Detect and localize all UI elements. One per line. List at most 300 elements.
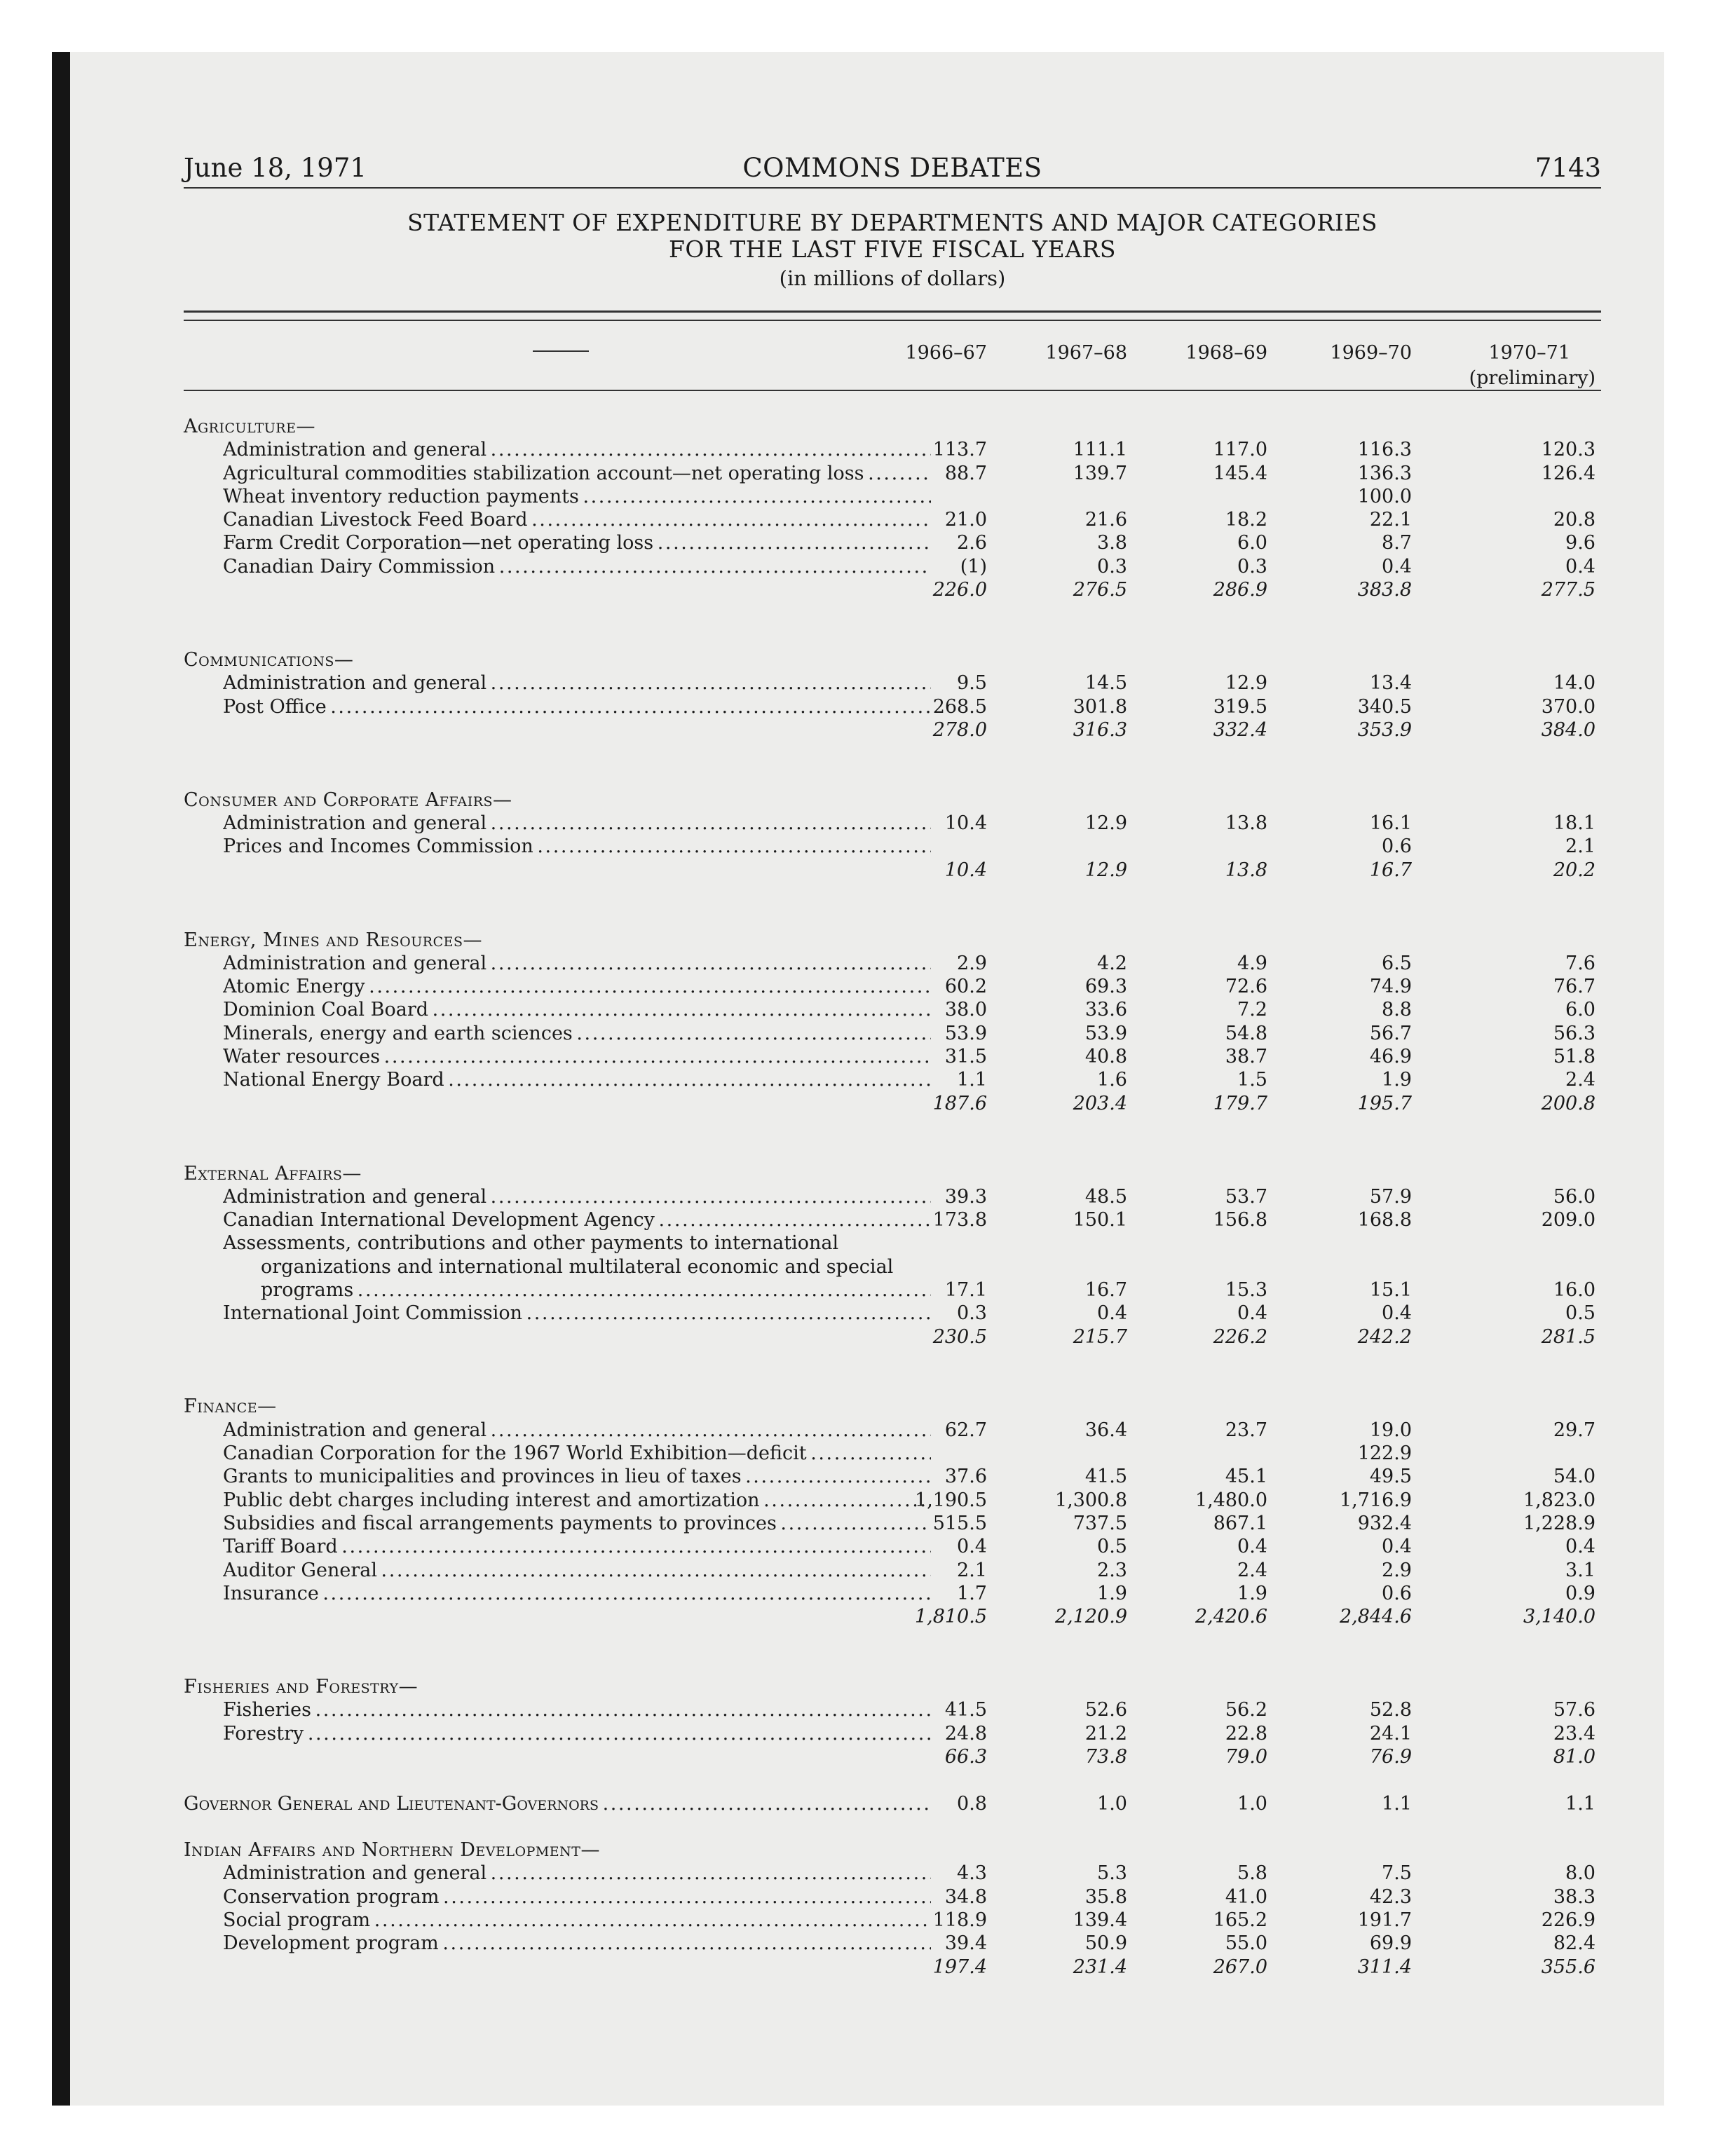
row-label: Administration and general . . .: [223, 812, 931, 835]
statement-title: [184, 210, 1601, 263]
units-note: (in millions of dollars): [779, 266, 1006, 290]
row-value: 0.4: [1382, 1536, 1412, 1558]
row-value: 0.5: [1565, 1302, 1595, 1325]
row-value: 1.1: [957, 1069, 987, 1091]
table-row: [184, 1909, 1601, 1932]
row-value: 6.0: [1237, 532, 1267, 554]
row-value: 0.3: [957, 1302, 987, 1325]
row-value: 19.0: [1369, 1419, 1412, 1441]
row-value: 52.8: [1369, 1699, 1412, 1721]
row-value: 12.9: [1225, 672, 1267, 695]
table-row: [184, 1185, 1601, 1208]
row-value: 168.8: [1357, 1209, 1412, 1231]
section-value: 0.8: [957, 1792, 987, 1815]
row-value: 15.3: [1225, 1278, 1267, 1301]
row-value: 54.8: [1225, 1022, 1267, 1044]
row-value: 12.9: [1084, 812, 1127, 835]
row-value: 3.1: [1565, 1559, 1595, 1581]
row-label: Administration and general . . .: [223, 952, 931, 975]
spacer: [184, 1768, 1601, 1792]
subtotal-value: 16.7: [1369, 859, 1412, 881]
subtotal-row: [184, 1956, 1601, 1979]
row-value: 53.9: [944, 1022, 987, 1044]
subtotal-value: 267.0: [1213, 1956, 1267, 1978]
row-label: Administration and general . . .: [223, 1862, 931, 1885]
row-value: 0.6: [1382, 835, 1412, 858]
row-label: Minerals, energy and earth sciences . . .: [223, 1022, 931, 1045]
table-row: [184, 975, 1601, 998]
subtotal-value: 2,844.6: [1339, 1606, 1412, 1628]
row-value: 1,480.0: [1195, 1489, 1267, 1511]
section-value: 1.0: [1097, 1792, 1127, 1815]
row-label: Farm Credit Corporation—net operating loss . . .: [223, 531, 931, 554]
table-row: [184, 1722, 1601, 1745]
row-value: 1,228.9: [1523, 1512, 1595, 1534]
row-value: 156.8: [1213, 1209, 1267, 1231]
subtotal-value: 231.4: [1073, 1956, 1127, 1978]
row-value: 48.5: [1084, 1185, 1127, 1208]
table-row: [184, 462, 1601, 485]
row-label: Auditor General . . .: [223, 1559, 931, 1582]
subtotal-value: 278.0: [932, 718, 987, 741]
running-header: [184, 144, 1601, 189]
row-value: 150.1: [1073, 1209, 1127, 1231]
row-label: Administration and general . . .: [223, 438, 931, 461]
row-value: 0.3: [1237, 555, 1267, 578]
section-heading: [184, 415, 1601, 438]
row-value: 72.6: [1225, 976, 1267, 998]
row-value: 21.2: [1084, 1722, 1127, 1745]
row-value: 7.5: [1382, 1862, 1412, 1885]
row-value: 49.5: [1369, 1466, 1412, 1488]
row-value: 1,300.8: [1054, 1489, 1127, 1511]
subtotal-value: 66.3: [944, 1745, 987, 1768]
row-value: 1,823.0: [1523, 1489, 1595, 1511]
row-label: National Energy Board . . .: [223, 1068, 931, 1091]
row-label: Prices and Incomes Commission . . .: [223, 835, 931, 858]
row-label: Public debt charges including interest and amortization . . .: [223, 1489, 931, 1512]
row-label: Administration and general . . .: [223, 1185, 931, 1208]
subtotal-value: 73.8: [1084, 1745, 1127, 1768]
row-value: 5.8: [1237, 1862, 1267, 1885]
spacer: [184, 882, 1601, 929]
col-1970-71-note: (preliminary): [1469, 367, 1595, 389]
row-value: 8.7: [1382, 532, 1412, 554]
subtotal-value: 311.4: [1357, 1956, 1412, 1978]
row-value: 515.5: [932, 1512, 987, 1534]
subtotal-value: 230.5: [932, 1325, 987, 1348]
row-label: Insurance . . .: [223, 1582, 931, 1605]
row-value: 36.4: [1084, 1419, 1127, 1441]
subtotal-value: 355.6: [1541, 1956, 1595, 1978]
row-value: 113.7: [932, 439, 987, 461]
row-value: 7.2: [1237, 999, 1267, 1021]
col-1967-68: 1967–68: [1045, 342, 1127, 364]
row-value: 8.0: [1565, 1862, 1595, 1885]
row-value: 2.4: [1237, 1559, 1267, 1581]
row-value: 1.9: [1382, 1069, 1412, 1091]
table-row: [184, 1442, 1601, 1465]
table-row: [184, 1535, 1601, 1558]
table-row: [184, 835, 1601, 858]
row-value: 9.6: [1565, 532, 1595, 554]
row-value: 4.2: [1097, 952, 1127, 974]
section-title: Governor General and Lieutenant-Governors . . .: [184, 1792, 931, 1815]
table-row: [184, 695, 1601, 718]
row-label: Atomic Energy . . .: [223, 975, 931, 998]
table-row: [184, 1698, 1601, 1721]
row-value: 2.6: [957, 532, 987, 554]
header-page-number: 7143: [1535, 153, 1601, 183]
section-title: Communications—: [184, 648, 354, 671]
row-value: 41.5: [944, 1699, 987, 1721]
row-value: 8.8: [1382, 999, 1412, 1021]
row-label: Agricultural commodities stabilization account—net operating loss . . .: [223, 462, 931, 485]
row-value: 165.2: [1213, 1909, 1267, 1931]
row-value: 118.9: [932, 1909, 987, 1931]
row-value: 2.9: [957, 952, 987, 974]
subtotal-value: 81.0: [1553, 1745, 1595, 1768]
col-1969-70: 1969–70: [1330, 342, 1412, 364]
row-value: 2.1: [1565, 835, 1595, 858]
row-label: Canadian Corporation for the 1967 World Exhibition—deficit . . .: [223, 1442, 931, 1465]
row-value: 0.4: [1382, 1302, 1412, 1325]
row-value: 120.3: [1541, 439, 1595, 461]
subtotal-value: 353.9: [1357, 718, 1412, 741]
subtotal-value: 195.7: [1357, 1092, 1412, 1114]
subtotal-value: 226.2: [1213, 1325, 1267, 1348]
row-value: 117.0: [1213, 439, 1267, 461]
row-value: 173.8: [932, 1209, 987, 1231]
row-value: 5.3: [1097, 1862, 1127, 1885]
subtotal-value: 276.5: [1073, 579, 1127, 601]
row-value: 0.4: [1237, 1302, 1267, 1325]
section-title: Energy, Mines and Resources—: [184, 929, 483, 951]
row-value: 54.0: [1553, 1466, 1595, 1488]
row-value: 51.8: [1553, 1046, 1595, 1068]
row-value: 82.4: [1553, 1932, 1595, 1955]
row-value: 1.9: [1237, 1582, 1267, 1604]
section-title: Consumer and Corporate Affairs—: [184, 789, 512, 811]
binding-edge: [52, 52, 70, 2106]
subtotal-value: 179.7: [1213, 1092, 1267, 1114]
subtotal-value: 203.4: [1073, 1092, 1127, 1114]
double-rule: [184, 311, 1601, 321]
row-label: Fisheries . . .: [223, 1698, 931, 1721]
row-value: 6.0: [1565, 999, 1595, 1021]
row-value: 13.8: [1225, 812, 1267, 835]
row-value: 1.5: [1237, 1069, 1267, 1091]
row-value: 0.3: [1097, 555, 1127, 578]
row-label: Administration and general . . .: [223, 671, 931, 695]
table-row: [184, 531, 1601, 554]
row-label: organizations and international multilateral economic and special: [261, 1255, 894, 1278]
subtotal-value: 12.9: [1084, 859, 1127, 881]
col-1970-71: 1970–71: [1488, 342, 1570, 364]
row-value: 139.4: [1073, 1909, 1127, 1931]
subtotal-value: 242.2: [1357, 1325, 1412, 1348]
section-title: Finance—: [184, 1396, 277, 1418]
col-1968-69: 1968–69: [1185, 342, 1267, 364]
row-label: International Joint Commission . . .: [223, 1302, 931, 1325]
table-row: [184, 812, 1601, 835]
row-value: 56.7: [1369, 1022, 1412, 1044]
row-value: 226.9: [1541, 1909, 1595, 1931]
subtotal-value: 197.4: [932, 1956, 987, 1978]
section-title: Agriculture—: [184, 416, 315, 437]
row-value: 42.3: [1369, 1885, 1412, 1908]
row-value: 60.2: [944, 976, 987, 998]
row-value: 126.4: [1541, 462, 1595, 484]
subtotal-row: [184, 1605, 1601, 1628]
subtotal-value: 13.8: [1225, 859, 1267, 881]
subtotal-value: 1,810.5: [914, 1606, 987, 1628]
row-label: programs . . .: [261, 1278, 931, 1302]
row-value: 35.8: [1084, 1885, 1127, 1908]
row-value: 6.5: [1382, 952, 1412, 974]
row-value: 1.9: [1097, 1582, 1127, 1604]
row-value: 16.1: [1369, 812, 1412, 835]
row-value: 0.4: [1237, 1536, 1267, 1558]
row-value: 0.4: [1565, 1536, 1595, 1558]
table-row: [184, 438, 1601, 461]
subtotal-value: 20.2: [1553, 859, 1595, 881]
section-heading: [184, 929, 1601, 952]
row-value: 45.1: [1225, 1466, 1267, 1488]
subtotal-row: [184, 718, 1601, 742]
table-row: [184, 1862, 1601, 1885]
subtotal-value: 2,420.6: [1195, 1606, 1267, 1628]
row-value: 319.5: [1213, 695, 1267, 718]
row-value: 10.4: [944, 812, 987, 835]
row-value: 41.0: [1225, 1885, 1267, 1908]
row-value: 39.3: [944, 1185, 987, 1208]
section-heading: [184, 1675, 1601, 1698]
row-label: Conservation program . . .: [223, 1885, 931, 1909]
spacer: [184, 1815, 1601, 1838]
row-label: Canadian Livestock Feed Board . . .: [223, 508, 931, 531]
row-value: 34.8: [944, 1885, 987, 1908]
subtotal-value: 10.4: [944, 859, 987, 881]
row-value: 139.7: [1073, 462, 1127, 484]
col-1966-67: 1966–67: [905, 342, 987, 364]
section-title: Fisheries and Forestry—: [184, 1676, 419, 1698]
subtotal-value: 277.5: [1541, 579, 1595, 601]
row-value: 56.3: [1553, 1022, 1595, 1044]
section-heading: [184, 1162, 1601, 1185]
table-row: [184, 952, 1601, 975]
row-value: 38.0: [944, 999, 987, 1021]
row-label: Dominion Coal Board . . .: [223, 998, 931, 1021]
row-value: 23.7: [1225, 1419, 1267, 1441]
row-value: 301.8: [1073, 695, 1127, 718]
row-value: 40.8: [1084, 1046, 1127, 1068]
row-value: 191.7: [1357, 1909, 1412, 1931]
row-value: 24.8: [944, 1722, 987, 1745]
section-value: 1.1: [1565, 1792, 1595, 1815]
row-value: 2.9: [1382, 1559, 1412, 1581]
row-value: 18.2: [1225, 509, 1267, 531]
subtotal-value: 383.8: [1357, 579, 1412, 601]
row-value: 23.4: [1553, 1722, 1595, 1745]
row-value: 21.6: [1084, 509, 1127, 531]
row-value: 57.6: [1553, 1699, 1595, 1721]
row-value: (1): [960, 555, 987, 578]
spacer: [184, 601, 1601, 648]
row-value: 1.6: [1097, 1069, 1127, 1091]
row-value: 56.0: [1553, 1185, 1595, 1208]
table-row: [184, 1022, 1601, 1045]
subtotal-row: [184, 1745, 1601, 1768]
row-value: 38.7: [1225, 1046, 1267, 1068]
title-line-2: FOR THE LAST FIVE FISCAL YEARS: [668, 236, 1117, 263]
subtotal-value: 215.7: [1073, 1325, 1127, 1348]
row-value: 136.3: [1357, 462, 1412, 484]
row-value: 0.9: [1565, 1582, 1595, 1604]
table-row: [184, 1231, 1601, 1255]
table-row: [184, 1208, 1601, 1231]
subtotal-value: 332.4: [1213, 718, 1267, 741]
section-heading: [184, 789, 1601, 812]
row-value: 2.1: [957, 1559, 987, 1581]
section-heading: [184, 1395, 1601, 1418]
table-row: [184, 1302, 1601, 1325]
row-value: 7.6: [1565, 952, 1595, 974]
row-label: Water resources . . .: [223, 1045, 931, 1068]
row-value: 4.9: [1237, 952, 1267, 974]
row-label: Wheat inventory reduction payments . . .: [223, 485, 931, 508]
row-value: 69.9: [1369, 1932, 1412, 1955]
subtotal-value: 76.9: [1369, 1745, 1412, 1768]
expenditure-table: [184, 415, 1601, 1979]
row-value: 52.6: [1084, 1699, 1127, 1721]
row-value: 21.0: [944, 509, 987, 531]
table-row: [184, 1932, 1601, 1955]
row-value: 0.4: [1097, 1302, 1127, 1325]
subtotal-value: 226.0: [932, 579, 987, 601]
row-value: 0.4: [957, 1536, 987, 1558]
table-row: [184, 671, 1601, 695]
row-value: 22.1: [1369, 509, 1412, 531]
subtotal-value: 200.8: [1541, 1092, 1595, 1114]
row-value: 88.7: [944, 462, 987, 484]
row-value: 2.4: [1565, 1069, 1595, 1091]
row-value: 31.5: [944, 1046, 987, 1068]
subtotal-value: 2,120.9: [1054, 1606, 1127, 1628]
section-row: [184, 1792, 1601, 1815]
subtotal-value: 286.9: [1213, 579, 1267, 601]
row-label: Tariff Board . . .: [223, 1535, 931, 1558]
row-value: 111.1: [1073, 439, 1127, 461]
section-value: 1.1: [1382, 1792, 1412, 1815]
row-value: 932.4: [1357, 1512, 1412, 1534]
subtotal-value: 79.0: [1225, 1745, 1267, 1768]
row-value: 100.0: [1357, 485, 1412, 507]
row-value: 37.6: [944, 1466, 987, 1488]
table-row: [184, 508, 1601, 531]
row-value: 1,716.9: [1339, 1489, 1412, 1511]
row-label: Administration and general . . .: [223, 1419, 931, 1442]
row-label: Post Office . . .: [223, 695, 931, 718]
row-value: 16.0: [1553, 1278, 1595, 1301]
row-value: 74.9: [1369, 976, 1412, 998]
row-value: 33.6: [1084, 999, 1127, 1021]
table-row: [184, 1278, 1601, 1302]
title-line-1: STATEMENT OF EXPENDITURE BY DEPARTMENTS AND MAJOR CATEGORIES: [407, 209, 1378, 236]
row-value: 18.1: [1553, 812, 1595, 835]
row-value: 3.8: [1097, 532, 1127, 554]
column-headers: [184, 321, 1601, 391]
subtotal-row: [184, 859, 1601, 882]
row-label: Development program . . .: [223, 1932, 931, 1955]
row-label: Grants to municipalities and provinces in lieu of taxes . . .: [223, 1465, 931, 1488]
row-value: 62.7: [944, 1419, 987, 1441]
row-value: 370.0: [1541, 695, 1595, 718]
table-row: [184, 1885, 1601, 1909]
subtotal-value: 316.3: [1073, 718, 1127, 741]
row-value: 15.1: [1369, 1278, 1412, 1301]
stub-dash: [533, 350, 589, 352]
spacer: [184, 1349, 1601, 1396]
table-row: [184, 1255, 1601, 1278]
row-label: Forestry . . .: [223, 1722, 931, 1745]
spacer: [184, 1628, 1601, 1675]
table-row: [184, 485, 1601, 508]
row-value: 867.1: [1213, 1512, 1267, 1534]
spacer: [184, 742, 1601, 789]
header-publication: COMMONS DEBATES: [742, 153, 1042, 183]
table-row: [184, 1419, 1601, 1442]
row-value: 1,190.5: [914, 1489, 987, 1511]
table-row: [184, 1045, 1601, 1068]
row-value: 57.9: [1369, 1185, 1412, 1208]
section-heading: [184, 1838, 1601, 1862]
row-label: Subsidies and fiscal arrangements payments to provinces . . .: [223, 1512, 931, 1535]
row-value: 55.0: [1225, 1932, 1267, 1955]
page-content: [184, 144, 1601, 1979]
row-value: 0.4: [1382, 555, 1412, 578]
row-value: 76.7: [1553, 976, 1595, 998]
section-title: External Affairs—: [184, 1162, 362, 1185]
row-value: 209.0: [1541, 1209, 1595, 1231]
row-value: 4.3: [957, 1862, 987, 1885]
row-value: 0.6: [1382, 1582, 1412, 1604]
row-value: 29.7: [1553, 1419, 1595, 1441]
row-value: 0.4: [1565, 555, 1595, 578]
table-row: [184, 1582, 1601, 1605]
subtotal-value: 3,140.0: [1523, 1606, 1595, 1628]
row-value: 56.2: [1225, 1699, 1267, 1721]
row-value: 14.0: [1553, 672, 1595, 695]
row-value: 38.3: [1553, 1885, 1595, 1908]
row-value: 0.5: [1097, 1536, 1127, 1558]
row-value: 14.5: [1084, 672, 1127, 695]
subtotal-value: 281.5: [1541, 1325, 1595, 1348]
section-value: 1.0: [1237, 1792, 1267, 1815]
row-value: 16.7: [1084, 1278, 1127, 1301]
section-heading: [184, 648, 1601, 671]
table-row: [184, 555, 1601, 578]
row-label: Canadian International Development Agency . . .: [223, 1208, 931, 1231]
row-value: 122.9: [1357, 1442, 1412, 1465]
row-value: 116.3: [1357, 439, 1412, 461]
subtotal-row: [184, 1092, 1601, 1115]
row-value: 39.4: [944, 1932, 987, 1955]
row-value: 53.9: [1084, 1022, 1127, 1044]
row-label: Social program . . .: [223, 1909, 931, 1932]
row-value: 340.5: [1357, 695, 1412, 718]
row-label: Assessments, contributions and other payments to international: [223, 1232, 839, 1255]
